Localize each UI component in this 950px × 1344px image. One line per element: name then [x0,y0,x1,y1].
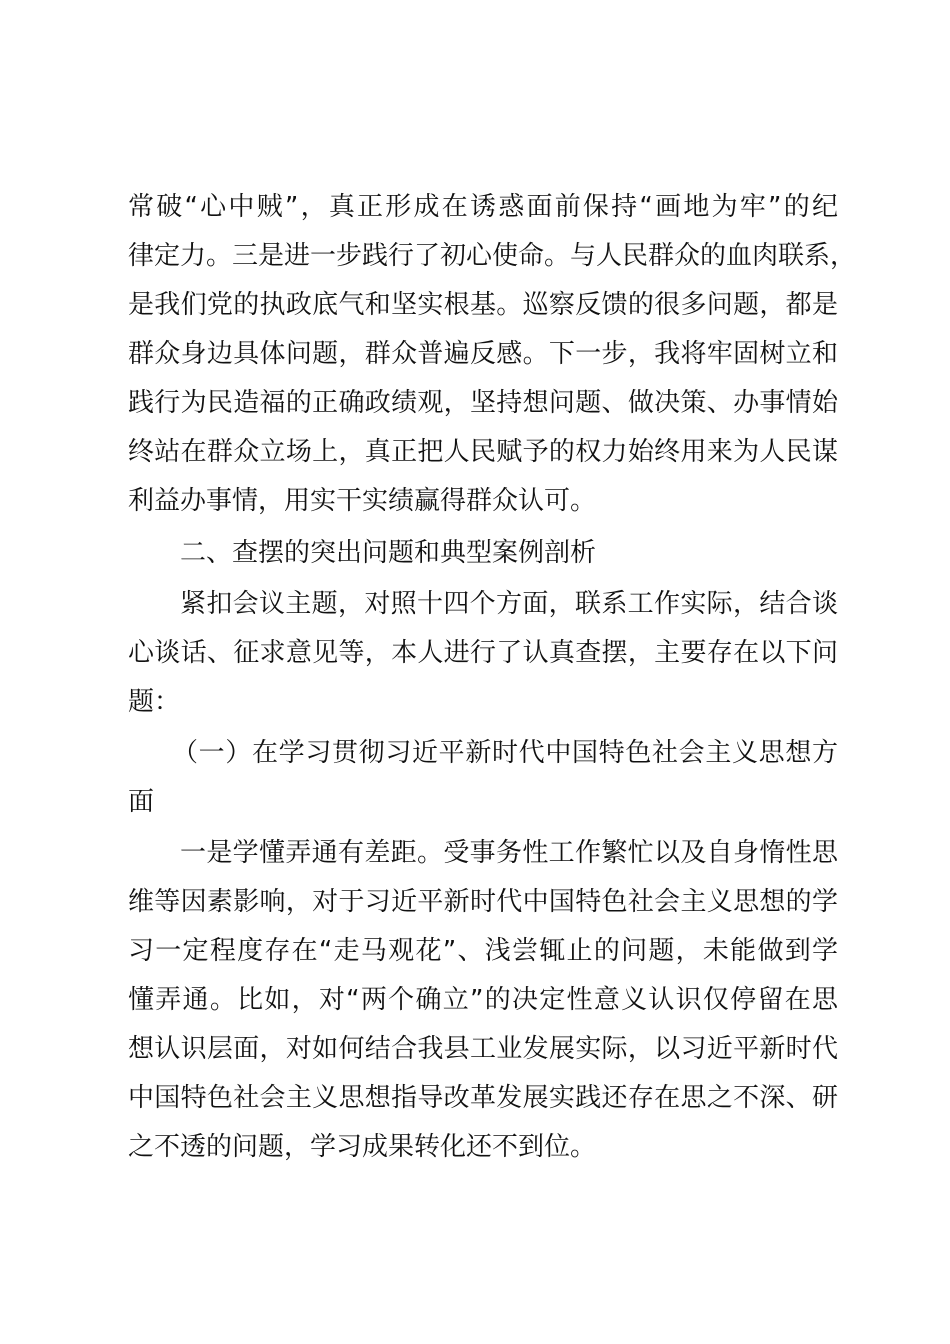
text-line: 践行为民造福的正确政绩观，坚持想问题、做决策、办事情始 [128,388,838,418]
text-line: 一是学懂弄通有差距。受事务性工作繁忙以及自身惰性思 [180,838,838,868]
text-line: 是我们党的执政底气和坚实根基。巡察反馈的很多问题，都是 [128,290,838,320]
text-line: 题： [128,687,181,717]
section-heading: 二、查摆的突出问题和典型案例剖析 [180,538,597,568]
subsection-heading: （一）在学习贯彻习近平新时代中国特色社会主义思想方 [172,738,838,768]
text-line: 懂弄通。比如，对“两个确立”的决定性意义认识仅停留在思 [128,985,838,1015]
text-line: 想认识层面，对如何结合我县工业发展实际，以习近平新时代 [128,1034,838,1064]
text-line: 终站在群众立场上，真正把人民赋予的权力始终用来为人民谋 [128,437,838,467]
text-line: 紧扣会议主题，对照十四个方面，联系工作实际，结合谈 [180,589,838,619]
text-line: 律定力。三是进一步践行了初心使命。与人民群众的血肉联系， [128,241,857,271]
text-line: 心谈话、征求意见等，本人进行了认真查摆，主要存在以下问 [128,638,838,668]
text-line: 习一定程度存在“走马观花”、浅尝辄止的问题，未能做到学 [128,936,838,966]
text-line: 中国特色社会主义思想指导改革发展实践还存在思之不深、研 [128,1083,838,1113]
text-line: 之不透的问题，学习成果转化还不到位。 [128,1132,597,1162]
text-line: 利益办事情，用实干实绩赢得群众认可。 [128,486,597,516]
text-line: 维等因素影响，对于习近平新时代中国特色社会主义思想的学 [128,887,838,917]
text-line: 群众身边具体问题，群众普遍反感。下一步，我将牢固树立和 [128,339,838,369]
text-line: 常破“心中贼”，真正形成在诱惑面前保持“画地为牢”的纪 [128,192,838,222]
subsection-heading-continued: 面 [128,787,155,817]
